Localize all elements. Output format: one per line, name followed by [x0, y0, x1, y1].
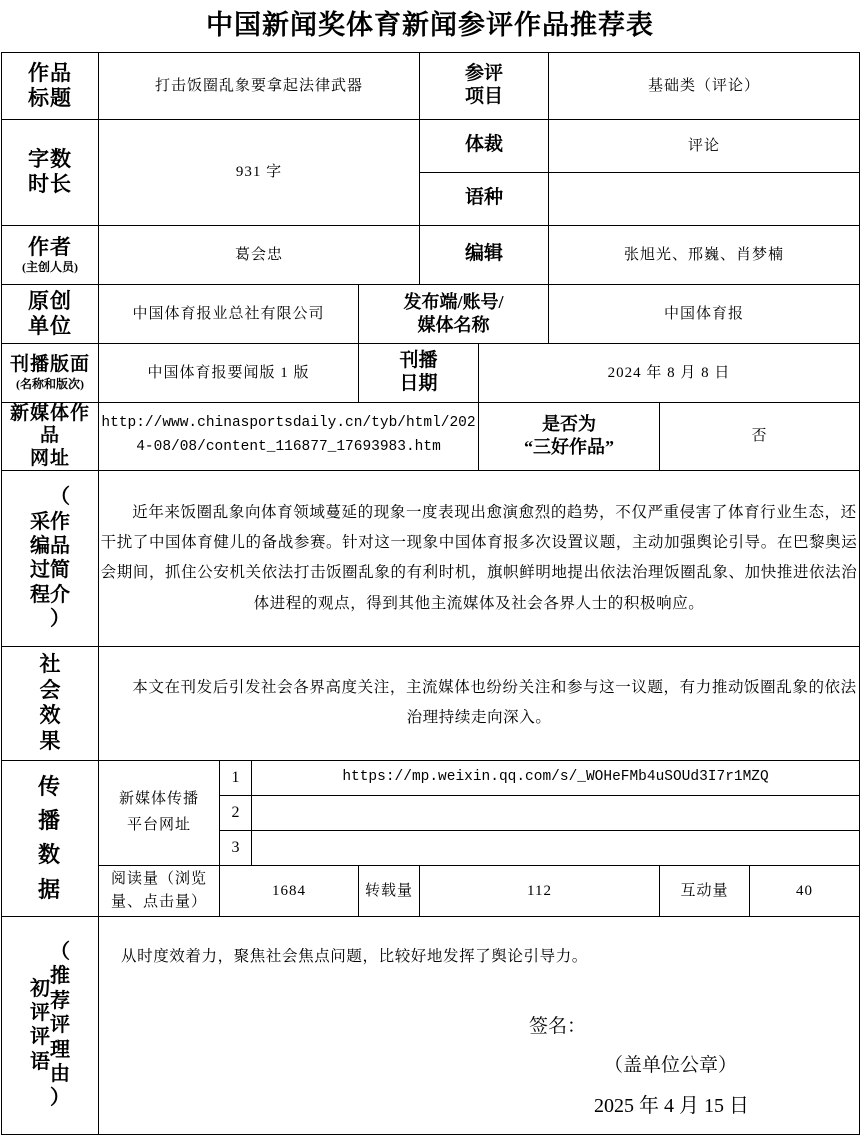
- label-rec-char-r1: （: [50, 941, 70, 964]
- label-recommendation: [2, 916, 99, 1134]
- value-three-good: 否: [660, 402, 860, 470]
- label-process-right: [50, 485, 70, 631]
- value-work-title: 打击饭圈乱象要拿起法律武器: [99, 52, 420, 119]
- signature-block: [99, 1008, 859, 1127]
- label-author-text: 作者: [28, 234, 72, 259]
- platform-url-value-3[interactable]: [252, 830, 860, 865]
- label-social-effect-stack: [2, 652, 98, 754]
- label-three-good: [479, 402, 660, 470]
- value-publish-layout: 中国体育报要闻版 1 版: [99, 343, 359, 402]
- label-process-left-text: 采 编 过 程: [30, 510, 50, 606]
- label-rec-char-l1: 初: [30, 977, 50, 1000]
- table-row-process: [2, 470, 860, 646]
- label-word-count: [2, 119, 99, 225]
- label-rec-char-r4: 评: [50, 1014, 70, 1037]
- label-language-text: 语种: [465, 187, 504, 209]
- signature-label: 签名：: [529, 1015, 587, 1037]
- label-platform-url: [99, 760, 220, 865]
- label-publish-layout-text: 刊播版面: [9, 353, 90, 375]
- label-repost-count: 转载量: [359, 865, 420, 916]
- label-social-effect: [2, 646, 99, 760]
- page-title: 中国新闻奖体育新闻参评作品推荐表: [206, 10, 654, 40]
- label-process-left: [30, 510, 50, 608]
- table-row-social-effect: [2, 646, 860, 760]
- table-row-dissemination-stats: [2, 865, 860, 916]
- value-editor: 张旭光、邢巍、肖梦楠: [549, 225, 860, 284]
- label-interact-count: 互动量: [660, 865, 750, 916]
- label-platform-url-text: 新媒体传播 平台网址: [118, 791, 199, 833]
- platform-url-value-2[interactable]: [252, 795, 860, 830]
- table-row-author: [2, 225, 860, 284]
- platform-url-value-1[interactable]: https://mp.weixin.qq.com/s/_WOHeFMb4uSOUd3I7r1MZQ: [252, 760, 860, 795]
- label-genre: [420, 119, 549, 172]
- label-new-media-url: [2, 402, 99, 470]
- label-category-text: 参评 项目: [465, 62, 504, 107]
- value-word-count: 931 字: [99, 119, 420, 225]
- value-language: [549, 172, 860, 225]
- label-language: [420, 172, 549, 225]
- label-publish-channel-text: 发布端/账号/ 媒体名称: [403, 292, 504, 335]
- platform-url-number-3: 3: [220, 830, 252, 865]
- signature-date: 2025 年 4 月 15 日: [594, 1094, 749, 1117]
- label-original-unit: [2, 284, 99, 343]
- label-three-good-text: 是否为 “三好作品”: [524, 413, 615, 458]
- value-category: 基础类（评论）: [549, 52, 860, 119]
- label-rec-char-r6: 由: [50, 1063, 70, 1086]
- label-recommendation-right: [50, 940, 70, 1111]
- label-publish-channel: [359, 284, 549, 343]
- label-process-right-text: （ 作 品 简 介 ）: [50, 486, 70, 631]
- label-editor: [420, 225, 549, 284]
- platform-url-number-1: 1: [220, 760, 252, 795]
- recommendation-form-table: [1, 52, 860, 1135]
- label-editor-text: 编辑: [465, 243, 504, 265]
- table-row-recommendation: [2, 916, 860, 1134]
- value-author: 葛会忠: [99, 225, 420, 284]
- label-rec-char-r2: 推: [50, 965, 70, 988]
- platform-url-number-2: 2: [220, 795, 252, 830]
- seal-label: （盖单位公章）: [604, 1054, 738, 1076]
- label-author: [2, 225, 99, 284]
- table-row-new-media-url: [2, 402, 860, 470]
- table-row-platform-url-1: [2, 760, 860, 795]
- value-recommendation-text: 从时度效着力，聚焦社会焦点问题，比较好地发挥了舆论引导力。: [121, 948, 588, 966]
- table-row-publish-layout: [2, 343, 860, 402]
- label-social-effect-text: 社 会 效 果: [39, 652, 61, 754]
- label-rec-char-r5: 理: [50, 1038, 70, 1061]
- label-dissemination-text: 传 播 数 据: [37, 774, 62, 902]
- value-publish-channel: 中国体育报: [549, 284, 860, 343]
- label-new-media-url-text: 新媒体作品 网址: [9, 402, 90, 469]
- label-recommendation-stack: [2, 917, 98, 1134]
- label-read-count-text: 阅读量（浏览 量、点击量）: [110, 870, 207, 910]
- table-row-word-count: [2, 119, 860, 172]
- label-work-title: [2, 52, 99, 119]
- value-genre: 评论: [549, 119, 860, 172]
- label-process: [2, 470, 99, 646]
- label-read-count: [99, 865, 220, 916]
- value-read-count: 1684: [220, 865, 359, 916]
- label-genre-text: 体裁: [465, 134, 504, 156]
- label-rec-char-r3: 荐: [50, 989, 70, 1012]
- table-row-original-unit: [2, 284, 860, 343]
- label-original-unit-text: 原创 单位: [28, 288, 72, 338]
- value-publish-date: 2024 年 8 月 8 日: [479, 343, 860, 402]
- label-rec-char-l3: 评: [30, 1026, 50, 1049]
- value-original-unit: 中国体育报业总社有限公司: [99, 284, 359, 343]
- label-recommendation-left: [30, 977, 50, 1075]
- label-process-stack: [2, 471, 98, 646]
- table-row-work-title: [2, 52, 860, 119]
- value-process-text: 近年来饭圈乱象向体育领域蔓延的现象一度表现出愈演愈烈的趋势，不仅严重侵害了体育行业生态，还干扰了中国体育健儿的备战参赛。针对这一现象中国体育报多次设置议题，主动加强舆论引导。在巴黎奥运会期间，抓住公安机关依法打击饭圈乱象的有利时机，旗帜鲜明地提出依法治理饭圈乱象、加快推进依法治体进程的观点，得到其他主流媒体及社会各界人士的积极响应。: [99, 470, 860, 646]
- label-rec-char-l4: 语: [30, 1050, 50, 1073]
- label-dissemination: [2, 760, 99, 916]
- label-publish-date-text: 刊播 日期: [399, 349, 438, 394]
- label-word-count-text: 字数 时长: [28, 147, 72, 197]
- label-author-sub: (主创人员): [22, 260, 78, 275]
- value-recommendation-body: [99, 916, 860, 1134]
- label-rec-char-r7: ）: [50, 1087, 70, 1110]
- value-repost-count: 112: [420, 865, 660, 916]
- label-work-title-text: 作品 标题: [28, 60, 72, 110]
- value-interact-count: 40: [750, 865, 860, 916]
- value-social-effect-text: 本文在刊发后引发社会各界高度关注，主流媒体也纷纷关注和参与这一议题，有力推动饭圈乱象的依法治理持续走向深入。: [99, 646, 860, 760]
- label-publish-layout-sub: (名称和版次): [16, 377, 84, 392]
- label-publish-date: [359, 343, 479, 402]
- label-publish-layout: [2, 343, 99, 402]
- label-category: [420, 52, 549, 119]
- value-new-media-url[interactable]: http://www.chinasportsdaily.cn/tyb/html/2024-08/08/content_116877_17693983.htm: [99, 402, 479, 470]
- label-rec-char-l2: 评: [30, 1002, 50, 1025]
